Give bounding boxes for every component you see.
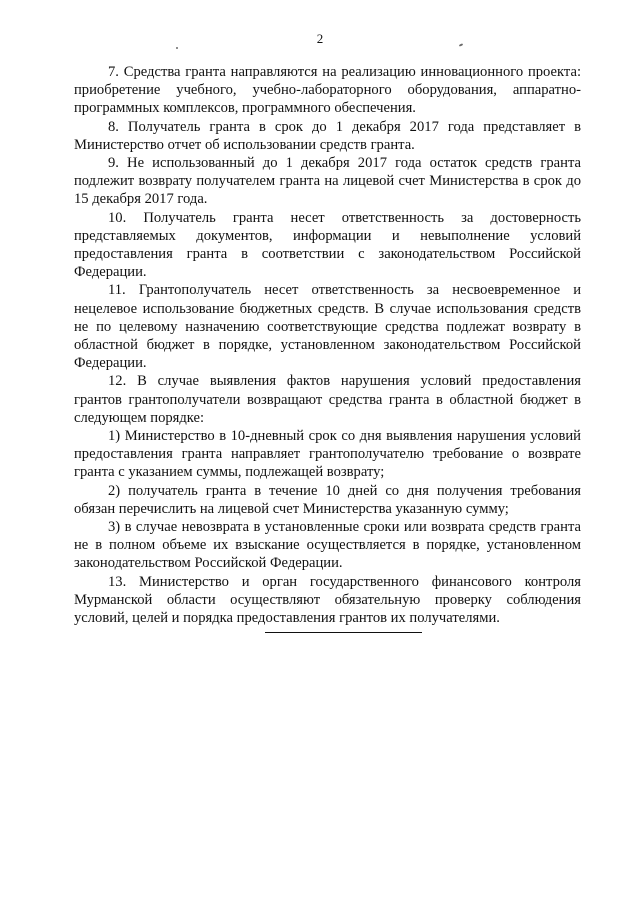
clause-12-item-3: 3) в случае невозврата в установленные сроки или возврата средств гранта не в полном объеме их взыскание осуществляется в порядке, установленном законодательством Российской Федерации.	[74, 519, 581, 572]
clause-7: 7. Средства гранта направляются на реализацию инновационного проекта: приобретение учебного, учебно-лабораторного оборудования, аппаратно-программных комплексов, программного обеспечения.	[74, 64, 581, 117]
clause-12-item-1: 1) Министерство в 10-дневный срок со дня выявления нарушения условий предоставления гранта направляет грантополучателю требование о возврате гранта с указанием суммы, подлежащей возврату;	[74, 428, 581, 481]
end-of-document-rule	[265, 632, 422, 633]
document-body	[74, 63, 581, 627]
clause-13: 13. Министерство и орган государственного финансового контроля Мурманской области осуществляют обязательную проверку соблюдения условий, целей и порядка предоставления грантов их получателями.	[74, 573, 581, 627]
page-number: 2	[316, 31, 324, 46]
clause-12-item-2: 2) получатель гранта в течение 10 дней со дня получения требования обязан перечислить на лицевой счет Министерства указанную сумму;	[74, 482, 581, 517]
clause-12: 12. В случае выявления фактов нарушения условий предоставления грантов грантополучатели возвращают средства гранта в областной бюджет в следующем порядке:	[74, 373, 581, 426]
clause-8: 8. Получатель гранта в срок до 1 декабря 2017 года представляет в Министерство отчет об использовании средств гранта.	[74, 118, 581, 153]
clause-10: 10. Получатель гранта несет ответственность за достоверность представляемых документов, информации и невыполнение условий предоставления гранта в соответствии с законодательством Российской Федерации.	[74, 209, 581, 281]
clause-9: 9. Не использованный до 1 декабря 2017 года остаток средств гранта подлежит возврату получателем гранта на лицевой счет Министерства в срок до 15 декабря 2017 года.	[74, 155, 581, 208]
clause-11: 11. Грантополучатель несет ответственность за несвоевременное и нецелевое использование бюджетных средств. В случае использования средств не по целевому назначению соответствующие средства подлежат возврату в областной бюджет в порядке, установленном законодательством Российской Федерации.	[74, 282, 581, 372]
scan-speck	[176, 47, 178, 49]
